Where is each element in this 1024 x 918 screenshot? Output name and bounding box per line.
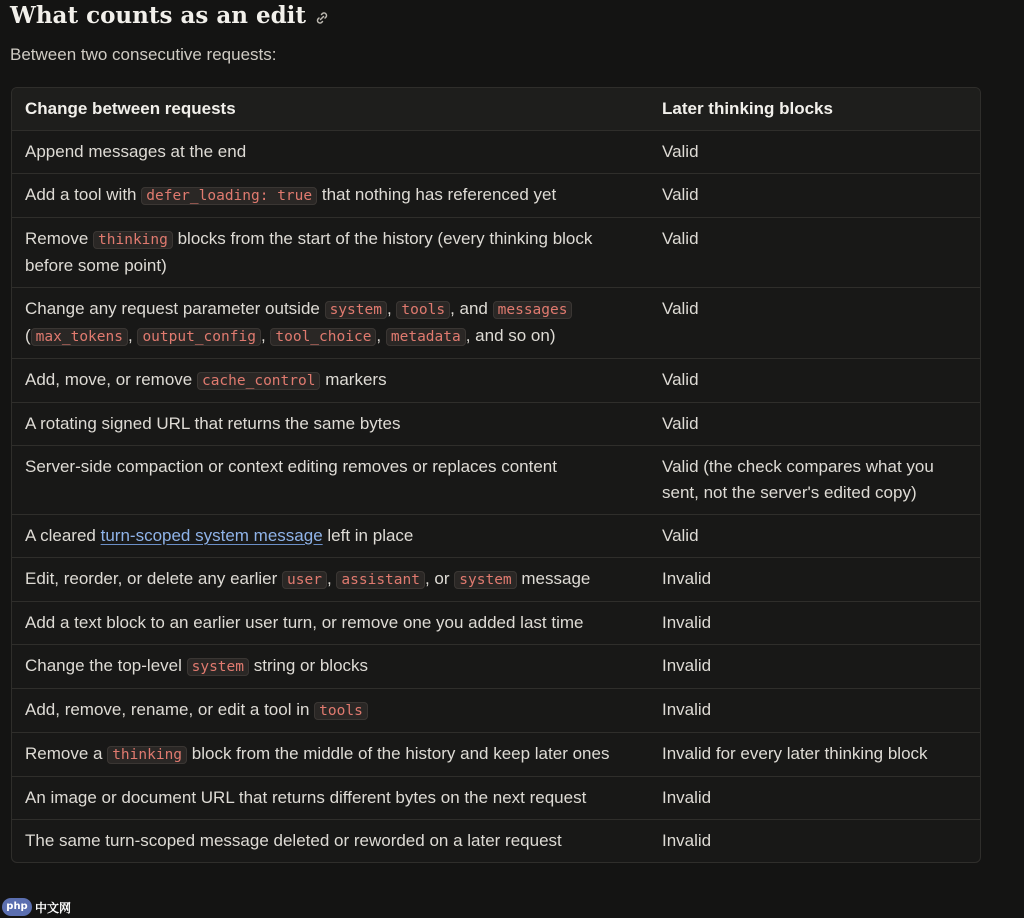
- change-cell: [12, 288, 649, 359]
- inline-code: tools: [396, 301, 450, 319]
- inline-code: cache_control: [197, 372, 321, 390]
- turn-scoped-system-message-link[interactable]: turn-scoped system message: [100, 526, 323, 545]
- change-cell: [12, 403, 649, 446]
- cell-text: Remove: [25, 229, 94, 248]
- link-icon[interactable]: [314, 10, 330, 26]
- table-row: [12, 602, 980, 645]
- cell-text: string or blocks: [249, 656, 369, 675]
- inline-code: system: [454, 571, 516, 589]
- inline-code: messages: [493, 301, 573, 319]
- table-row: [12, 733, 980, 777]
- change-cell: [12, 777, 649, 820]
- change-cell: [12, 131, 649, 174]
- table-row: [12, 218, 980, 288]
- result-cell: Invalid: [662, 831, 712, 850]
- page-title-text: What counts as an edit: [10, 2, 307, 29]
- change-cell: [12, 602, 649, 645]
- table-body: [12, 131, 980, 863]
- result-cell: Valid: [649, 515, 980, 558]
- cell-text: Server-side compaction or context editing removes or replaces content: [25, 457, 557, 476]
- result-cell: Invalid: [649, 777, 980, 820]
- watermark: [2, 898, 71, 916]
- cell-text: Edit, reorder, or delete any earlier: [25, 569, 283, 588]
- cell-text: ,: [326, 569, 337, 588]
- cell-text: ,: [127, 326, 138, 345]
- page-title: [10, 2, 330, 29]
- cell-text: ,: [260, 326, 271, 345]
- change-cell: [12, 218, 649, 288]
- change-cell: [12, 359, 649, 403]
- inline-code: tool_choice: [270, 328, 376, 346]
- result-cell: Invalid: [649, 689, 980, 733]
- cell-text: A cleared: [25, 526, 101, 545]
- table-header-row: [12, 88, 980, 131]
- cell-text: blocks from the start of the history (every thinking block before some point): [25, 229, 593, 275]
- inline-code: system: [325, 301, 387, 319]
- inline-code: tools: [314, 702, 368, 720]
- cell-text: Add a tool with: [25, 185, 142, 204]
- result-cell: Valid: [649, 403, 980, 446]
- table-row: [12, 403, 980, 446]
- table-row: [12, 174, 980, 218]
- change-cell: [12, 645, 649, 689]
- table-row: [12, 558, 980, 602]
- edits-table: [11, 87, 981, 863]
- cell-text: message: [516, 569, 591, 588]
- result-cell: Invalid: [649, 558, 980, 602]
- cell-text: Append messages at the end: [25, 142, 247, 161]
- change-cell: [12, 174, 649, 218]
- inline-code: user: [282, 571, 327, 589]
- cell-text: markers: [320, 370, 387, 389]
- table-row: [12, 131, 980, 174]
- cell-text: The same turn-scoped message deleted or reworded on a later request: [25, 831, 562, 850]
- cell-text: , and: [450, 299, 493, 318]
- column-header-result: Later thinking blocks: [649, 88, 980, 131]
- watermark-logo: php: [2, 898, 32, 916]
- inline-code: max_tokens: [31, 328, 128, 346]
- cell-text: Remove a: [25, 744, 108, 763]
- cell-text: Add, remove, rename, or edit a tool in: [25, 700, 315, 719]
- cell-text: Change any request parameter outside: [25, 299, 325, 318]
- cell-text: left in place: [322, 526, 414, 545]
- table-row: [12, 645, 980, 689]
- table-row: [12, 689, 980, 733]
- result-cell: Invalid for every later thinking block: [649, 733, 980, 777]
- change-cell: [12, 733, 649, 777]
- column-header-change: Change between requests: [12, 88, 649, 131]
- inline-code: thinking: [107, 746, 187, 764]
- inline-code: system: [187, 658, 249, 676]
- table-row: [12, 359, 980, 403]
- cell-text: Add, move, or remove: [25, 370, 197, 389]
- cell-text: block from the middle of the history and keep later ones: [187, 744, 610, 763]
- table-row: [12, 820, 980, 863]
- result-cell: Valid: [649, 359, 980, 403]
- table-row: [12, 446, 980, 515]
- cell-text: , or: [424, 569, 455, 588]
- result-cell: Valid: [649, 288, 980, 359]
- change-cell: [12, 446, 649, 515]
- cell-text: An image or document URL that returns different bytes on the next request: [25, 788, 587, 807]
- cell-text: , and so on): [465, 326, 556, 345]
- table-row: [12, 288, 980, 359]
- result-cell: Valid (the check compares what you sent, not the server's edited copy): [649, 446, 980, 515]
- cell-text: Add a text block to an earlier user turn, or remove one you added last time: [25, 613, 584, 632]
- cell-text: ,: [376, 326, 386, 345]
- table-row: [12, 515, 980, 558]
- change-cell: [12, 689, 649, 733]
- cell-text: that nothing has referenced yet: [317, 185, 557, 204]
- result-cell: Valid: [649, 174, 980, 218]
- cell-text: (: [25, 326, 31, 345]
- watermark-text: 中文网: [35, 900, 72, 915]
- result-cell: Invalid: [649, 602, 980, 645]
- result-cell: Valid: [649, 131, 980, 174]
- inline-code: thinking: [93, 231, 173, 249]
- change-cell: [12, 820, 649, 863]
- change-cell: [12, 515, 649, 558]
- table-row: [12, 777, 980, 820]
- cell-text: ,: [386, 299, 397, 318]
- result-cell: Invalid: [649, 645, 980, 689]
- inline-code: metadata: [386, 328, 466, 346]
- inline-code: defer_loading: true: [141, 187, 317, 205]
- inline-code: assistant: [336, 571, 425, 589]
- cell-text: Change the top-level: [25, 656, 187, 675]
- cell-text: A rotating signed URL that returns the same bytes: [25, 414, 401, 433]
- intro-text: Between two consecutive requests:: [10, 45, 277, 64]
- result-cell: Valid: [649, 218, 980, 288]
- change-cell: [12, 558, 649, 602]
- inline-code: output_config: [137, 328, 261, 346]
